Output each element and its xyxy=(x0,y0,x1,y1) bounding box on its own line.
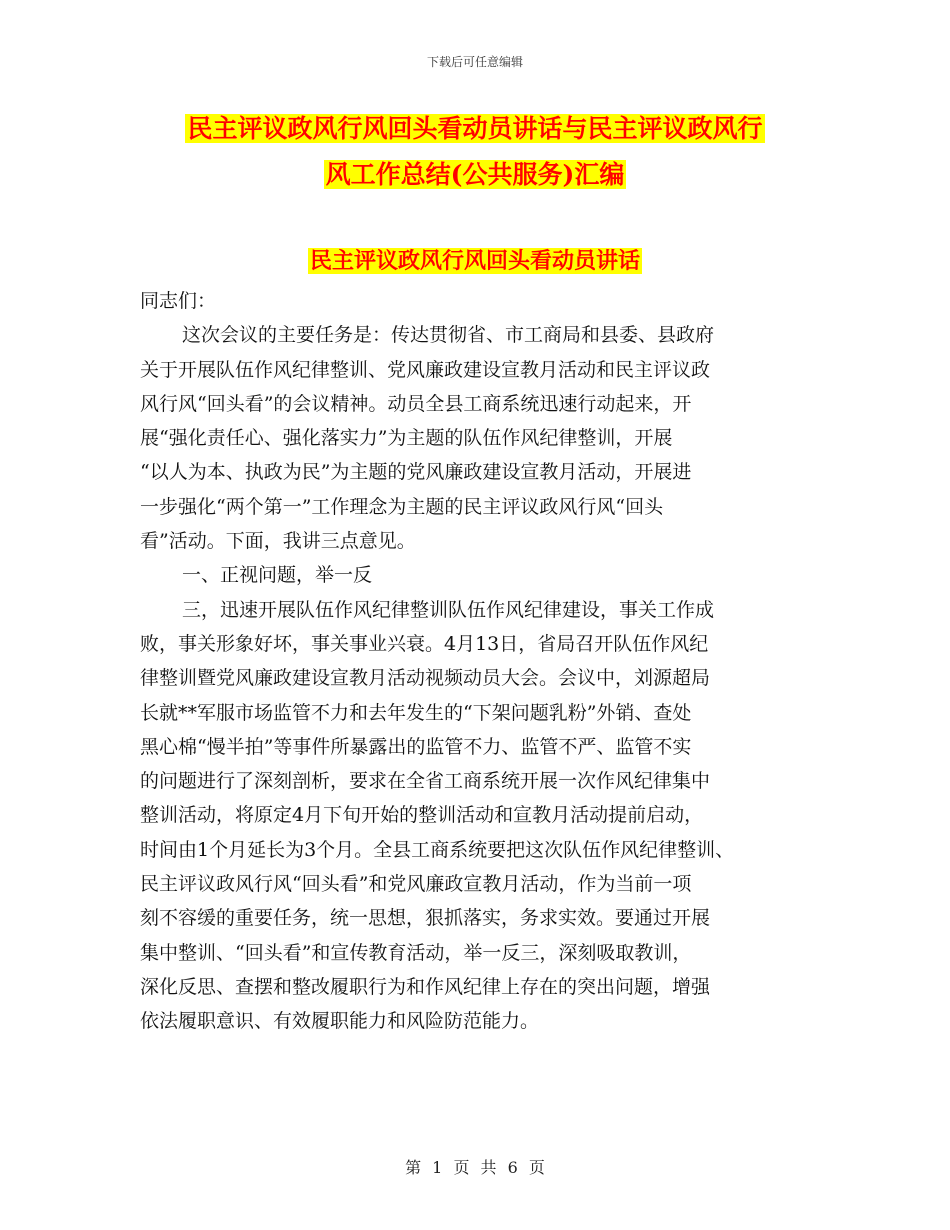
document-title-line-1 xyxy=(0,112,950,146)
body-line: 的问题进行了深刻剖析，要求在全省工商系统开展一次作风纪律集中 xyxy=(140,770,711,793)
body-line: 律整训暨党风廉政建设宣教月活动视频动员大会。会议中，刘源超局 xyxy=(140,667,711,690)
document-title-text-1: 民主评议政风行风回头看动员讲话与民主评议政风行 xyxy=(187,114,763,143)
page-header-note: 下载后可任意编辑 xyxy=(426,55,523,69)
body-line: 刻不容缓的重要任务，统一思想，狠抓落实，务求实效。要通过开展 xyxy=(140,907,711,930)
speech-body xyxy=(140,284,830,1039)
body-line: 风行风“回头看”的会议精神。动员全县工商系统迅速行动起来，开 xyxy=(140,392,692,415)
section-title-text: 民主评议政风行风回头看动员讲话 xyxy=(309,248,640,274)
body-line: 三，迅速开展队伍作风纪律整训队伍作风纪律建设，事关工作成 xyxy=(182,598,715,621)
body-line: 看”活动。下面，我讲三点意见。 xyxy=(140,530,416,553)
body-line: 长就**军服市场监管不力和去年发生的“下架问题乳粉”外销、查处 xyxy=(140,701,692,724)
body-line: 这次会议的主要任务是：传达贯彻省、市工商局和县委、县政府 xyxy=(182,324,715,347)
body-line: 深化反思、查摆和整改履职行为和作风纪律上存在的突出问题，增强 xyxy=(140,975,711,998)
body-line: 民主评议政风行风“回头看”和党风廉政宣教月活动，作为当前一项 xyxy=(140,873,692,896)
body-line: 依法履职意识、有效履职能力和风险防范能力。 xyxy=(140,1010,540,1033)
document-title-text-2: 风工作总结(公共服务)汇编 xyxy=(325,160,625,189)
body-line: 黑心棉“慢半拍”等事件所暴露出的监管不力、监管不严、监管不实 xyxy=(140,735,692,758)
salutation-line: 同志们： xyxy=(140,290,217,312)
body-line: 关于开展队伍作风纪律整训、党风廉政建设宣教月活动和民主评议政 xyxy=(140,358,711,381)
section-title xyxy=(0,246,950,276)
document-title-line-2 xyxy=(0,158,950,192)
body-line: 整训活动，将原定4月下旬开始的整训活动和宣教月活动提前启动， xyxy=(140,804,704,827)
body-line: 集中整训、“回头看”和宣传教育活动，举一反三，深刻吸取教训， xyxy=(140,941,692,964)
body-line: 一步强化“两个第一”工作理念为主题的民主评议政风行风“回头 xyxy=(140,495,664,518)
page-footer: 第 1 页 共 6 页 xyxy=(405,1158,545,1177)
body-line: 展“强化责任心、强化落实力”为主题的队伍作风纪律整训，开展 xyxy=(140,427,673,450)
body-line: 败，事关形象好坏，事关事业兴衰。4月13日，省局召开队伍作风纪 xyxy=(140,632,709,655)
body-line: 时间由1个月延长为3个月。全县工商系统要把这次队伍作风纪律整训、 xyxy=(140,838,735,861)
body-line: “以人为本、执政为民”为主题的党风廉政建设宣教月活动，开展进 xyxy=(140,461,692,484)
section-heading-line: 一、正视问题，举一反 xyxy=(182,564,373,587)
